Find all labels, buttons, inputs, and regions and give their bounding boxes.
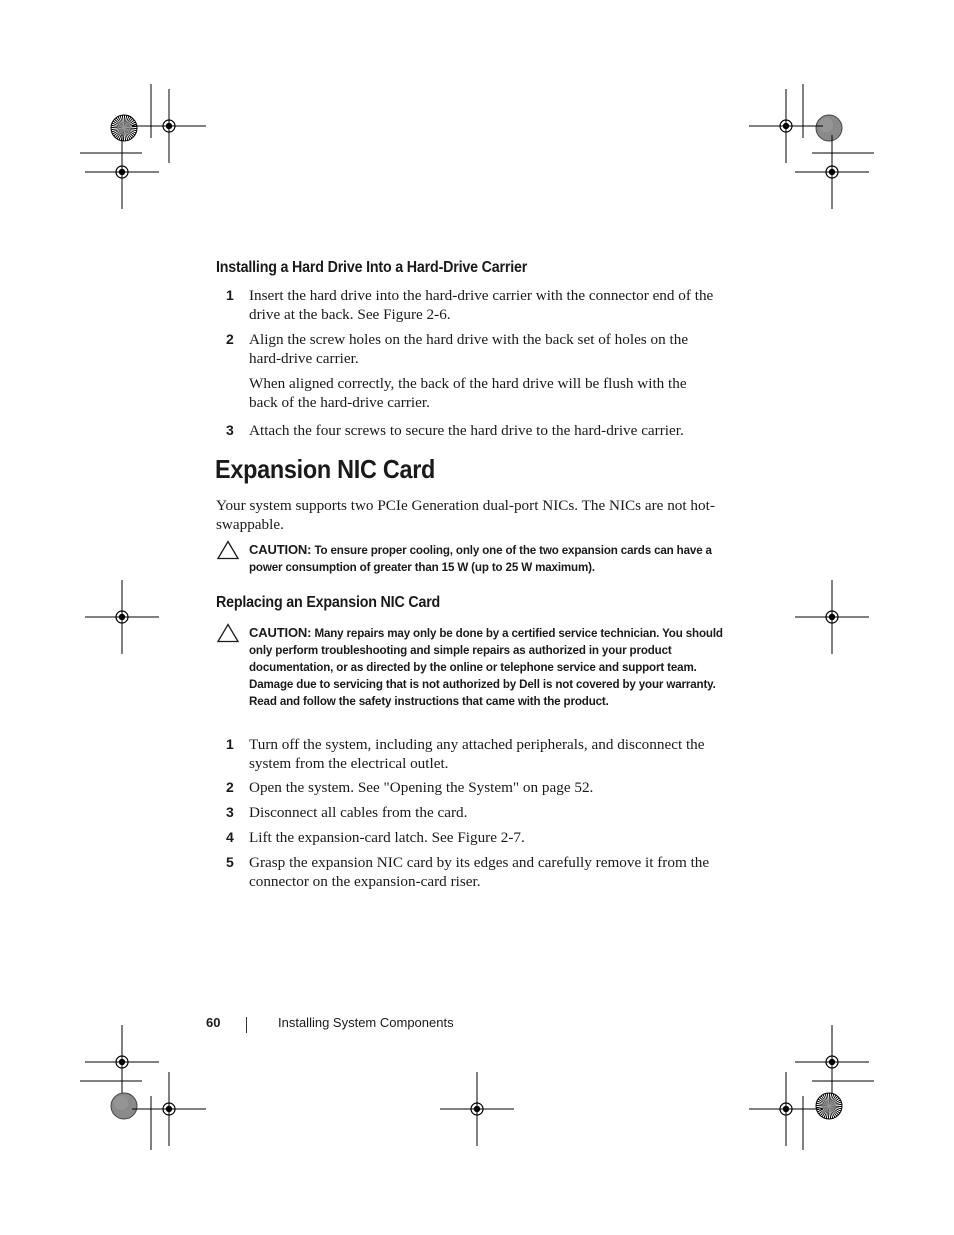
caution-text: Many repairs may only be done by a certified service technician. You should only perform troubleshooting and simple repairs as authorized in your product documentation, or as directed by the online or telephone service and support team. Damage due to servicing that is not authorized by Dell is not covered by your warranty. Read and follow the safety instructions that came with the product.: [249, 627, 723, 708]
footer-divider: [246, 1017, 247, 1033]
step-number: 4: [226, 829, 234, 845]
registration-mark-icon: [795, 1025, 869, 1099]
step-number: 1: [226, 736, 234, 752]
step-text: Lift the expansion-card latch. See Figure 2-7.: [249, 829, 525, 846]
step-text: Turn off the system, including any attached peripherals, and disconnect the system from the electrical outlet.: [249, 736, 705, 772]
registration-mark-icon: [85, 135, 159, 209]
caution-note-service: [249, 624, 729, 710]
step-text: Insert the hard drive into the hard-drive carrier with the connector end of the drive at the back. See Figure 2-6.: [249, 287, 714, 323]
registration-mark-icon: [85, 1025, 159, 1099]
footer-chapter-title: Installing System Components: [278, 1015, 454, 1030]
registration-mark-icon: [795, 580, 869, 654]
registration-mark-icon: [132, 89, 206, 163]
color-bar-disk-icon: [816, 115, 842, 141]
registration-mark-icon: [749, 1072, 823, 1146]
step-number: 5: [226, 854, 234, 870]
step-text: Align the screw holes on the hard drive with the back set of holes on the hard-drive carrier.: [249, 331, 689, 367]
registration-mark-icon: [132, 1072, 206, 1146]
step-number: 3: [226, 804, 234, 820]
registration-mark-icon: [795, 135, 869, 209]
registration-mark-icon: [85, 580, 159, 654]
step-number: 1: [226, 287, 234, 303]
registration-mark-icon: [749, 89, 823, 163]
intro-paragraph: Your system supports two PCIe Generation dual-port NICs. The NICs are not hot-swappable.: [216, 497, 715, 533]
caution-triangle-icon: [217, 623, 239, 643]
color-bar-disk-icon: [111, 1093, 137, 1119]
caution-note-cooling: [249, 541, 729, 576]
step-number: 2: [226, 779, 234, 795]
section-heading-install-hard-drive: Installing a Hard Drive Into a Hard-Drive Carrier: [216, 259, 528, 276]
caution-text: To ensure proper cooling, only one of the two expansion cards can have a power consumption of greater than 15 W (up to 25 W maximum).: [249, 544, 712, 574]
chapter-title: Expansion NIC Card: [215, 454, 436, 484]
page-number: 60: [206, 1015, 221, 1030]
section-heading-replace-nic: Replacing an Expansion NIC Card: [216, 594, 441, 611]
registration-mark-icon: [440, 1072, 514, 1146]
caution-label: CAUTION:: [249, 542, 312, 557]
step-text: Grasp the expansion NIC card by its edges and carefully remove it from the connector on the expansion-card riser.: [249, 854, 710, 890]
step-note-text: When aligned correctly, the back of the hard drive will be flush with the back of the hard-drive carrier.: [249, 375, 687, 411]
caution-label: CAUTION:: [249, 625, 312, 640]
step-number: 3: [226, 422, 234, 438]
step-text: Open the system. See "Opening the System" on page 52.: [249, 779, 594, 796]
step-text: Disconnect all cables from the card.: [249, 804, 468, 821]
step-text: Attach the four screws to secure the hard drive to the hard-drive carrier.: [249, 422, 684, 439]
star-target-icon: [111, 115, 137, 141]
step-number: 2: [226, 331, 234, 347]
caution-triangle-icon: [217, 540, 239, 560]
star-target-icon: [816, 1093, 842, 1119]
